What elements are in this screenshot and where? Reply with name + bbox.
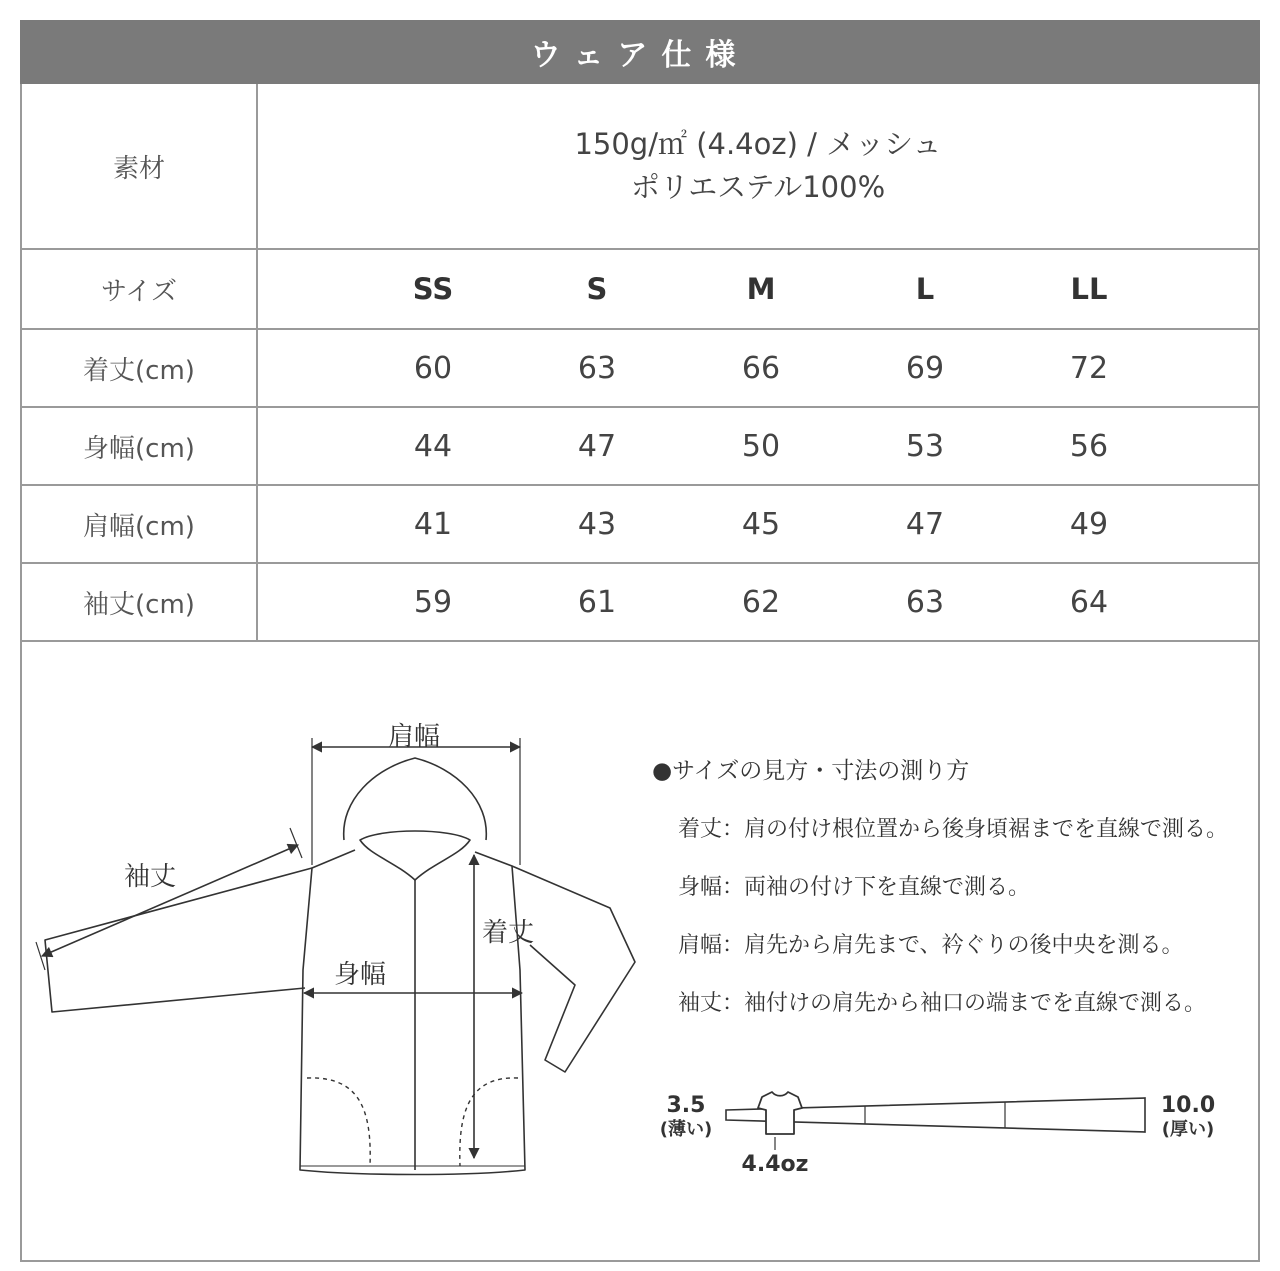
size-m: M xyxy=(746,272,776,306)
row-values xyxy=(257,329,1259,407)
table-cell: 59 xyxy=(413,584,453,620)
table-cell: 47 xyxy=(905,506,945,542)
thickness-max xyxy=(1150,1094,1226,1142)
table-cell: 60 xyxy=(413,350,453,386)
size-ll: LL xyxy=(1070,272,1108,306)
measurement-row-length xyxy=(21,329,1259,407)
note-item: 肩幅：肩先から肩先まで、衿ぐりの後中央を測る。 xyxy=(678,933,1184,958)
thickness-min-label: (薄い) xyxy=(659,1119,713,1140)
note-item: 身幅：両袖の付け下を直線で測る。 xyxy=(678,875,1031,900)
row-label: 肩幅(cm) xyxy=(21,485,257,563)
row-values xyxy=(257,485,1259,563)
table-cell: 72 xyxy=(1069,350,1109,386)
body-length-label: 着丈 xyxy=(482,918,535,948)
notes-title: ●サイズの見方・寸法の測り方 xyxy=(652,758,970,784)
thickness-max-value: 10.0 xyxy=(1160,1093,1216,1118)
material-label: 素材 xyxy=(21,84,257,249)
size-values xyxy=(257,249,1259,329)
table-cell: 43 xyxy=(577,506,617,542)
measurement-row-shoulder xyxy=(21,485,1259,563)
material-composition-line: ポリエステル100% xyxy=(630,170,886,204)
size-header-row xyxy=(21,249,1259,329)
note-item: 着丈：肩の付け根位置から後身頃裾までを直線で測る。 xyxy=(678,817,1229,842)
table-cell: 61 xyxy=(577,584,617,620)
row-label: 袖丈(cm) xyxy=(21,563,257,641)
row-values xyxy=(257,563,1259,641)
table-cell: 53 xyxy=(905,428,945,464)
size-ss: SS xyxy=(412,272,454,306)
material-value xyxy=(257,84,1259,249)
row-label: 着丈(cm) xyxy=(21,329,257,407)
shoulder-width-label: 肩幅 xyxy=(388,722,441,752)
measurement-guide xyxy=(20,640,1260,1262)
measurement-row-body-width xyxy=(21,407,1259,485)
row-values xyxy=(257,407,1259,485)
table-cell: 69 xyxy=(905,350,945,386)
size-l: L xyxy=(915,272,935,306)
table-cell: 62 xyxy=(741,584,781,620)
table-cell: 45 xyxy=(741,506,781,542)
table-cell: 64 xyxy=(1069,584,1109,620)
size-s: S xyxy=(586,272,608,306)
table-cell: 49 xyxy=(1069,506,1109,542)
material-row xyxy=(21,84,1259,249)
thickness-current: 4.4oz xyxy=(741,1152,809,1177)
measurement-row-sleeve xyxy=(21,563,1259,641)
size-label: サイズ xyxy=(21,249,257,329)
thickness-min xyxy=(654,1094,718,1142)
material-spec-line: 150g/㎡ (4.4oz) / メッシュ xyxy=(574,127,942,161)
table-cell: 41 xyxy=(413,506,453,542)
table-cell: 47 xyxy=(577,428,617,464)
table-cell: 50 xyxy=(741,428,781,464)
table-cell: 44 xyxy=(413,428,453,464)
note-item: 袖丈：袖付けの肩先から袖口の端までを直線で測る。 xyxy=(678,991,1207,1016)
table-cell: 66 xyxy=(741,350,781,386)
thickness-max-label: (厚い) xyxy=(1161,1119,1215,1140)
page-title: ウェア仕様 xyxy=(20,20,1260,84)
table-cell: 63 xyxy=(905,584,945,620)
thickness-gauge xyxy=(726,1092,1145,1150)
spec-table xyxy=(20,84,1260,642)
sleeve-length-label: 袖丈 xyxy=(124,862,177,892)
thickness-min-value: 3.5 xyxy=(666,1093,706,1118)
body-width-label: 身幅 xyxy=(334,960,387,990)
table-cell: 63 xyxy=(577,350,617,386)
table-cell: 56 xyxy=(1069,428,1109,464)
row-label: 身幅(cm) xyxy=(21,407,257,485)
tshirt-icon xyxy=(758,1092,802,1134)
